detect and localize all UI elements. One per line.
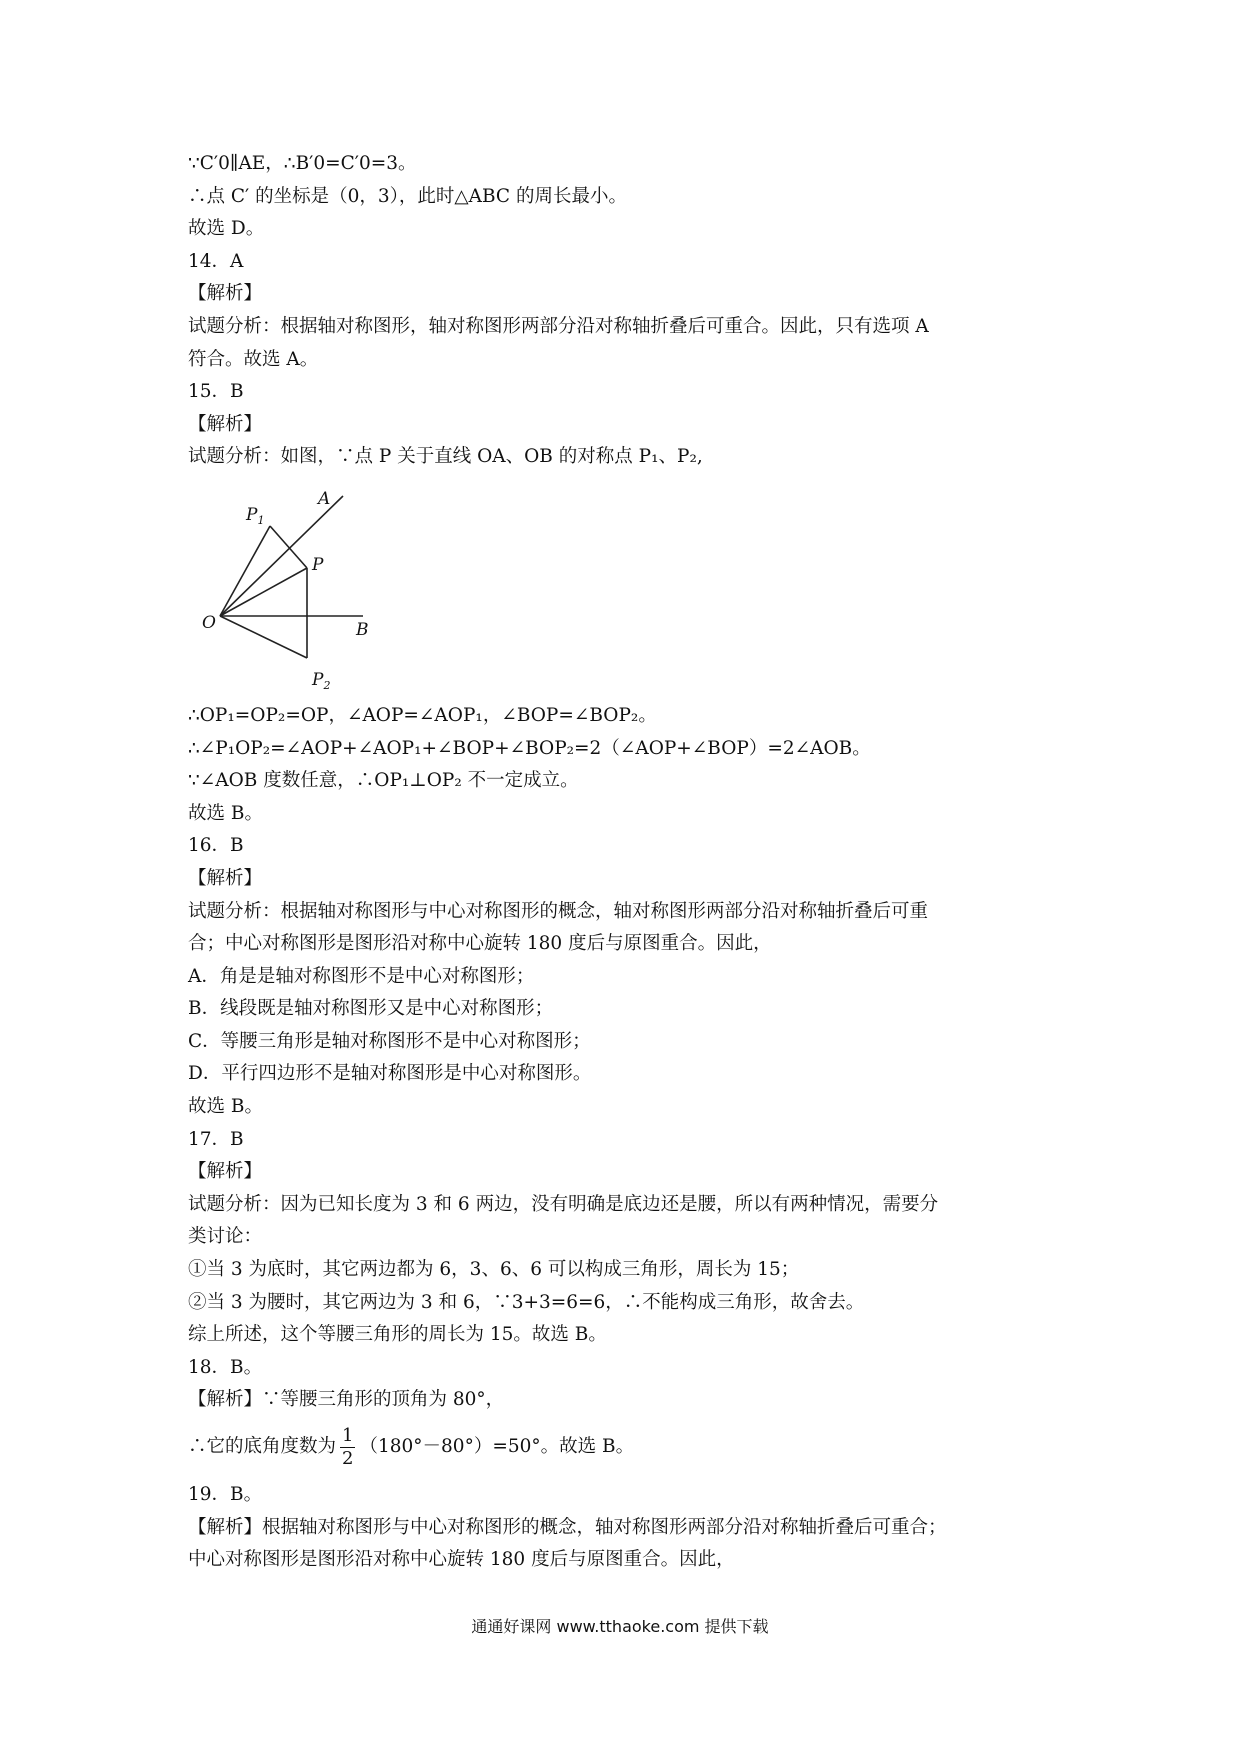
option-line: C．等腰三角形是轴对称图形不是中心对称图形； xyxy=(188,1030,591,1052)
label-A: A xyxy=(318,488,331,509)
question-number: 17．B xyxy=(188,1128,244,1150)
text-line: 合；中心对称图形是图形沿对称中心旋转 180 度后与原图重合。因此， xyxy=(188,933,772,955)
text-line: ∴∠P₁OP₂=∠AOP+∠AOP₁+∠BOP+∠BOP₂=2（∠AOP+∠BOP）=2∠AOB。 xyxy=(188,737,871,759)
geometry-diagram xyxy=(200,478,400,698)
analysis-heading: 【解析】 xyxy=(188,1161,263,1183)
text-line: 类讨论： xyxy=(188,1226,263,1248)
label-P2: $P_2$ xyxy=(312,669,331,692)
fraction-line-suffix: （180°－80°）=50°。故选 B。 xyxy=(359,1436,635,1457)
label-B: B xyxy=(356,619,369,640)
analysis-heading: 【解析】 xyxy=(188,413,263,435)
text-line: 故选 B。 xyxy=(188,802,263,824)
text-line: ①当 3 为底时，其它两边都为 6，3、6、6 可以构成三角形，周长为 15； xyxy=(188,1259,800,1281)
question-number: 15．B xyxy=(188,381,244,403)
text-line: 【解析】∵等腰三角形的顶角为 80°， xyxy=(188,1389,505,1411)
fraction-line-prefix: ∴它的底角度数为 xyxy=(188,1436,337,1457)
fraction-line xyxy=(188,1423,1068,1471)
text-line: ∴点 C′ 的坐标是（0，3），此时△ABC 的周长最小。 xyxy=(188,185,627,207)
fraction-one-half xyxy=(340,1424,355,1469)
fraction-denominator: 2 xyxy=(342,1447,354,1469)
option-line: B．线段既是轴对称图形又是中心对称图形； xyxy=(188,998,554,1020)
page-footer: 通通好课网 www.tthaoke.com 提供下载 xyxy=(471,1617,769,1636)
text-line: 试题分析：如图，∵点 P 关于直线 OA、OB 的对称点 P₁、P₂, xyxy=(188,446,703,468)
fraction-numerator: 1 xyxy=(342,1424,354,1446)
geometry-figure xyxy=(200,478,400,698)
question-number: 18．B。 xyxy=(188,1356,263,1378)
analysis-heading: 【解析】 xyxy=(188,283,263,305)
analysis-heading: 【解析】 xyxy=(188,867,263,889)
question-number: 16．B xyxy=(188,835,244,857)
ray-OA xyxy=(220,496,343,616)
text-line: 综上所述，这个等腰三角形的周长为 15。故选 B。 xyxy=(188,1324,607,1346)
text-line: ∵C′0∥AE，∴B′0=C′0=3。 xyxy=(188,153,417,174)
option-line: A．角是是轴对称图形不是中心对称图形； xyxy=(188,965,535,987)
question-number: 19．B。 xyxy=(188,1484,263,1505)
question-number: 14．A xyxy=(188,250,244,272)
text-line: ②当 3 为腰时，其它两边为 3 和 6，∵3+3=6=6，∴不能构成三角形，故舍去。 xyxy=(188,1291,865,1313)
text-line: 故选 B。 xyxy=(188,1096,263,1118)
text-line: 试题分析：根据轴对称图形，轴对称图形两部分沿对称轴折叠后可重合。因此，只有选项 A xyxy=(188,315,929,337)
text-line: 故选 D。 xyxy=(188,218,265,240)
text-line: ∴OP₁=OP₂=OP，∠AOP=∠AOP₁，∠BOP=∠BOP₂。 xyxy=(188,704,657,726)
text-line: 符合。故选 A。 xyxy=(188,348,319,370)
document-body xyxy=(188,148,1068,1577)
label-P1: $P_1$ xyxy=(246,504,265,527)
option-line: D．平行四边形不是轴对称图形是中心对称图形。 xyxy=(188,1063,592,1085)
label-P: P xyxy=(312,554,324,575)
label-O: O xyxy=(202,612,216,633)
text-line: 中心对称图形是图形沿对称中心旋转 180 度后与原图重合。因此， xyxy=(188,1549,735,1571)
text-line: ∵∠AOB 度数任意，∴OP₁⊥OP₂ 不一定成立。 xyxy=(188,770,579,792)
text-line: 【解析】根据轴对称图形与中心对称图形的概念，轴对称图形两部分沿对称轴折叠后可重合； xyxy=(188,1516,947,1538)
text-line: 试题分析：根据轴对称图形与中心对称图形的概念，轴对称图形两部分沿对称轴折叠后可重 xyxy=(188,900,929,922)
segment-OP2 xyxy=(220,616,307,658)
text-line: 试题分析：因为已知长度为 3 和 6 两边，没有明确是底边还是腰，所以有两种情况，需要分 xyxy=(188,1193,939,1215)
